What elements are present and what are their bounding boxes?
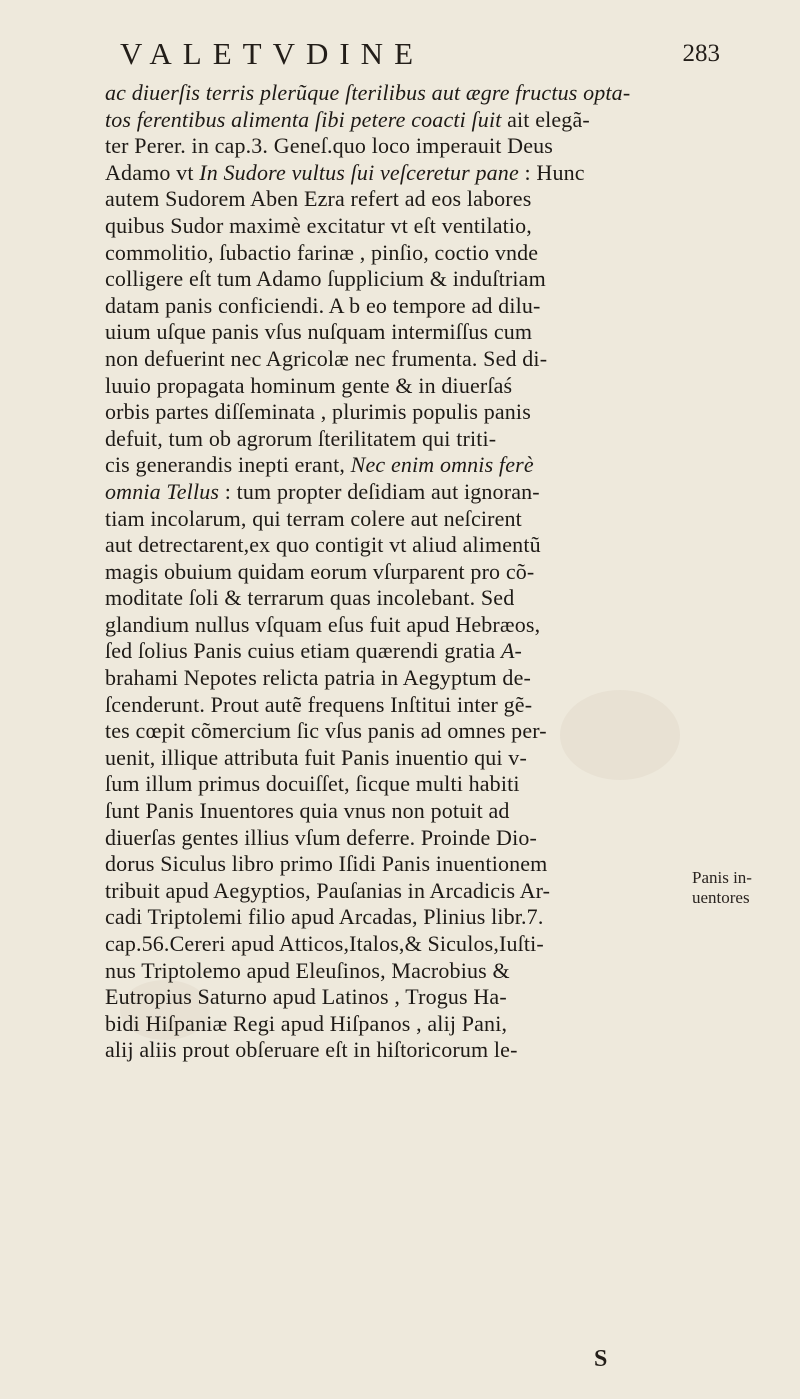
text-segment: ſcenderunt. Prout autẽ frequens Inſtitui inter gẽ- — [105, 691, 533, 717]
text-line — [105, 80, 685, 107]
text-segment: diuerſas gentes illius vſum deferre. Proinde Dio- — [105, 824, 537, 850]
text-line — [105, 638, 685, 665]
text-segment: Eutropius Saturno apud Latinos , Trogus Ha- — [105, 984, 507, 1010]
text-line — [105, 559, 685, 586]
text-line — [105, 506, 685, 533]
text-line — [105, 266, 685, 293]
text-segment: orbis partes diſſeminata , plurimis populis panis — [105, 399, 531, 425]
margin-note-line: Panis in- — [692, 868, 752, 887]
text-line — [105, 745, 685, 772]
text-segment: luuio propagata hominum gente & in diuerſaś — [105, 372, 513, 398]
running-title: VALETVDINE — [120, 36, 425, 71]
text-segment: alij aliis prout obſeruare eſt in hiſtoricorum le- — [105, 1037, 518, 1063]
text-segment: defuit, tum ob agrorum ſterilitatem qui triti- — [105, 425, 497, 451]
text-line — [105, 851, 685, 878]
text-segment: non defuerint nec Agricolæ nec frumenta. Sed di- — [105, 345, 548, 371]
text-line — [105, 612, 685, 639]
text-segment: tes cœpit cõmercium ſic vſus panis ad omnes per- — [105, 718, 547, 744]
text-line — [105, 984, 685, 1011]
text-line — [105, 133, 685, 160]
text-line — [105, 878, 685, 905]
margin-note — [692, 868, 752, 908]
text-segment: quibus Sudor maximè excitatur vt eſt ventilatio, — [105, 212, 532, 238]
italic-segment: ac diuerſis terris plerũque ſterilibus aut ægre fructus opta- — [105, 80, 631, 105]
text-segment: uium uſque panis vſus nuſquam intermiſſus cum — [105, 319, 533, 345]
text-line — [105, 931, 685, 958]
text-segment: glandium nullus vſquam eſus fuit apud Hebræos, — [105, 611, 541, 637]
text-line — [105, 346, 685, 373]
text-segment: commolitio, ſubactio farinæ , pinſio, coctio vnde — [105, 239, 539, 265]
text-line — [105, 399, 685, 426]
italic-segment: A- — [500, 638, 523, 664]
margin-note-line: uentores — [692, 888, 750, 907]
text-line — [105, 532, 685, 559]
text-line — [105, 665, 685, 692]
text-segment: ſed ſolius Panis cuius etiam quærendi gratia — [105, 638, 501, 664]
text-line — [105, 692, 685, 719]
text-line — [105, 718, 685, 745]
catchword: S — [594, 1346, 608, 1372]
italic-segment: tos ferentibus alimenta ſibi petere coacti ſuit — [105, 106, 502, 132]
text-line — [105, 958, 685, 985]
text-segment: autem Sudorem Aben Ezra refert ad eos labores — [105, 186, 532, 212]
italic-segment: Nec enim omnis ferè — [350, 452, 534, 478]
text-line — [105, 373, 685, 400]
text-segment: : Hunc — [518, 159, 585, 185]
text-segment: bidi Hiſpaniæ Regi apud Hiſpanos , alij Pani, — [105, 1010, 508, 1036]
text-line — [105, 585, 685, 612]
text-line — [105, 771, 685, 798]
text-segment: datam panis conficiendi. A b eo tempore ad dilu- — [105, 292, 541, 318]
page-header — [100, 36, 720, 76]
text-segment: colligere eſt tum Adamo ſupplicium & induſtriam — [105, 266, 546, 292]
text-segment: : tum propter deſidiam aut ignoran- — [219, 478, 540, 504]
text-line — [105, 1037, 685, 1064]
text-line — [105, 904, 685, 931]
text-segment: cap.56.Cereri apud Atticos,Italos,& Siculos,Iuſti- — [105, 931, 544, 956]
text-segment: ait elegã- — [501, 106, 590, 132]
text-segment: moditate ſoli & terrarum quas incolebant. Sed — [105, 585, 515, 611]
text-line — [105, 186, 685, 213]
text-line — [105, 426, 685, 453]
text-segment: ſum illum primus docuiſſet, ſicque multi habiti — [105, 771, 520, 797]
text-segment: aut detrectarent,ex quo contigit vt aliud alimentũ — [105, 532, 541, 558]
text-line — [105, 240, 685, 267]
text-segment: nus Triptolemo apud Eleuſinos, Macrobius & — [105, 957, 510, 983]
text-line — [105, 160, 685, 187]
italic-segment: In Sudore vultus ſui veſceretur pane — [199, 159, 519, 185]
text-segment: tiam incolarum, qui terram colere aut neſcirent — [105, 505, 522, 531]
text-segment: uenit, illique attributa fuit Panis inuentio qui v- — [105, 744, 527, 770]
text-segment: brahami Nepotes relicta patria in Aegyptum de- — [105, 665, 531, 691]
text-segment: ſunt Panis Inuentores quia vnus non potuit ad — [105, 798, 510, 824]
text-segment: cadi Triptolemi filio apud Arcadas, Plinius libr.7. — [105, 904, 544, 930]
text-line — [105, 479, 685, 506]
text-segment: cis generandis inepti erant, — [105, 452, 351, 478]
text-line — [105, 798, 685, 825]
text-line — [105, 825, 685, 852]
text-line — [105, 1011, 685, 1038]
page-number: 283 — [682, 40, 720, 67]
text-segment: tribuit apud Aegyptios, Pauſanias in Arcadicis Ar- — [105, 877, 551, 903]
text-line — [105, 293, 685, 320]
text-segment: ter Perer. in cap.3. Geneſ.quo loco imperauit Deus — [105, 133, 553, 159]
text-line — [105, 107, 685, 134]
body-text — [105, 80, 685, 1064]
text-segment: dorus Siculus libro primo Iſidi Panis inuentionem — [105, 851, 548, 877]
text-line — [105, 319, 685, 346]
text-segment: Adamo vt — [105, 159, 200, 185]
text-segment: magis obuium quidam eorum vſurparent pro cõ- — [105, 558, 535, 584]
italic-segment: omnia Tellus — [105, 478, 220, 504]
text-line — [105, 452, 685, 479]
text-line — [105, 213, 685, 240]
